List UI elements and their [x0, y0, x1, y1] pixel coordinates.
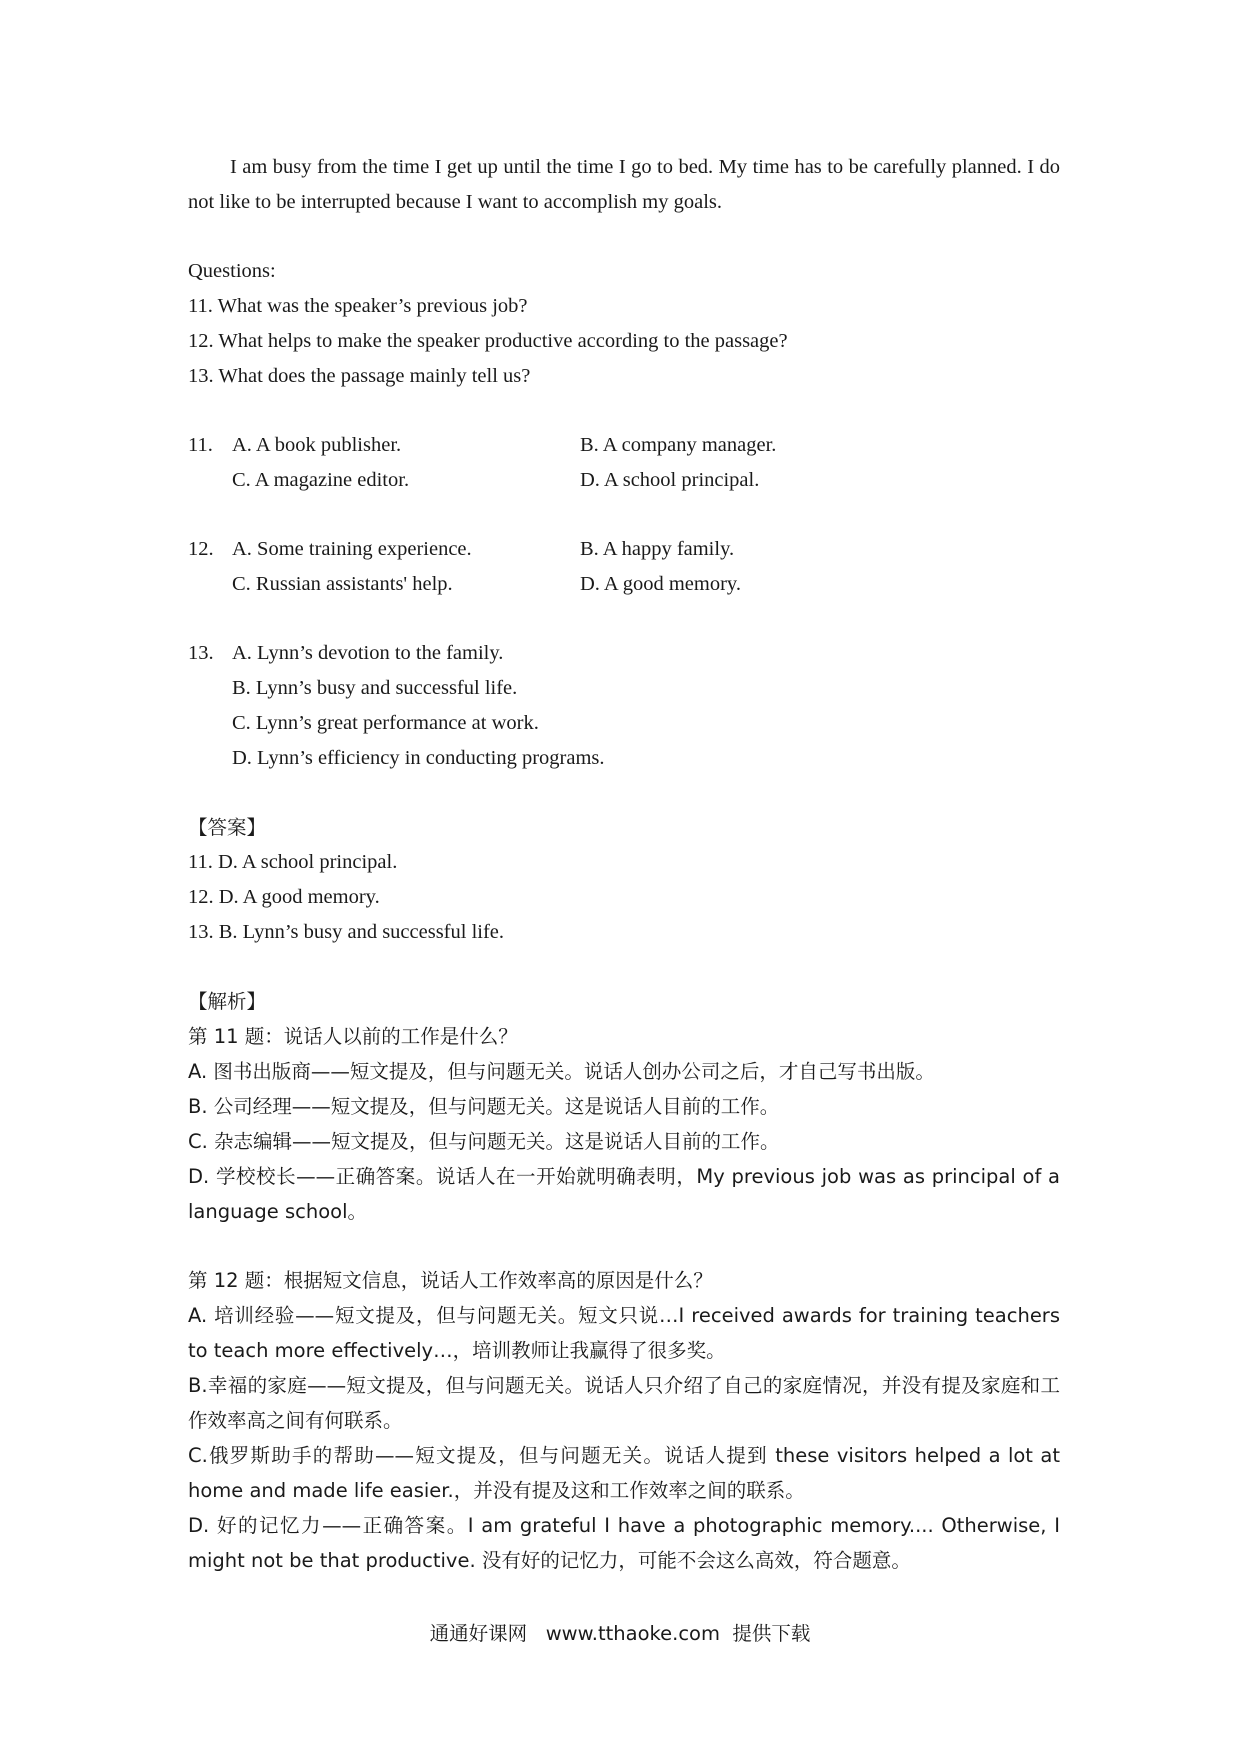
- analysis-q11-a: A. 图书出版商——短文提及，但与问题无关。说话人创办公司之后，才自己写书出版。: [188, 1060, 935, 1083]
- questions-heading: Questions:: [188, 260, 276, 282]
- analysis-q11-c: C. 杂志编辑——短文提及，但与问题无关。这是说话人目前的工作。: [188, 1130, 780, 1153]
- analysis-q11-b: B. 公司经理——短文提及，但与问题无关。这是说话人目前的工作。: [188, 1095, 780, 1118]
- option-a: A. A book publisher.: [232, 434, 402, 456]
- answer-item: 11. D. A school principal.: [188, 851, 398, 873]
- question-number: 11.: [188, 434, 213, 456]
- question-number: 12.: [188, 538, 214, 560]
- option-d: D. Lynn’s efficiency in conducting programs.: [232, 747, 605, 769]
- options-q13: [188, 636, 1060, 776]
- analysis-q12-title: 第 12 题：根据短文信息，说话人工作效率高的原因是什么？: [188, 1269, 713, 1292]
- option-d: D. A school principal.: [580, 469, 760, 491]
- option-a: A. Some training experience.: [232, 538, 472, 560]
- options-q12: [188, 532, 1060, 602]
- document-page: [188, 150, 1060, 1578]
- question-item: 11. What was the speaker’s previous job?: [188, 295, 528, 317]
- answer-item: 12. D. A good memory.: [188, 886, 380, 908]
- option-b: B. A happy family.: [580, 538, 735, 560]
- analysis-q12-b: B.幸福的家庭——短文提及，但与问题无关。说话人只介绍了自己的家庭情况，并没有提及家庭和工作效率高之间有何联系。: [188, 1374, 1060, 1432]
- analysis-q11-d: D. 学校校长——正确答案。说话人在一开始就明确表明，My previous job was as principal of a language school。: [188, 1165, 1060, 1223]
- options-q11: [188, 428, 1060, 498]
- questions-section: [188, 254, 1060, 394]
- answer-item: 13. B. Lynn’s busy and successful life.: [188, 921, 505, 943]
- analysis-q11-title: 第 11 题：说话人以前的工作是什么？: [188, 1025, 518, 1048]
- question-number: 13.: [188, 642, 214, 664]
- question-item: 12. What helps to make the speaker productive according to the passage?: [188, 330, 788, 352]
- question-item: 13. What does the passage mainly tell us?: [188, 365, 531, 387]
- page-footer: 通通好课网 www.tthaoke.com 提供下载: [429, 1622, 811, 1645]
- passage-paragraph: [188, 150, 1060, 220]
- option-c: C. A magazine editor.: [232, 469, 410, 491]
- answers-section: [188, 810, 1060, 950]
- analysis-section: [188, 984, 1060, 1229]
- analysis-q12-a: A. 培训经验——短文提及，但与问题无关。短文只说…I received awards for training teachers to teach more effectively…，培训教师让我赢得了很多奖。: [188, 1304, 1060, 1362]
- passage-text: I am busy from the time I get up until the time I go to bed. My time has to be carefully planned. I do not like to be interrupted because I want to accomplish my goals.: [188, 156, 1060, 213]
- option-c: C. Lynn’s great performance at work.: [232, 712, 539, 734]
- option-c: C. Russian assistants' help.: [232, 573, 453, 595]
- analysis-q12-c: C.俄罗斯助手的帮助——短文提及，但与问题无关。说话人提到 these visitors helped a lot at home and made life easier.，并没有提及这和工作效率之间的联系。: [188, 1444, 1060, 1502]
- analysis-q12-d: D. 好的记忆力——正确答案。I am grateful I have a photographic memory.... Otherwise, I might not be that productive. 没有好的记忆力，可能不会这么高效，符合题意。: [188, 1514, 1060, 1572]
- analysis-heading: 【解析】: [188, 990, 267, 1013]
- option-d: D. A good memory.: [580, 573, 741, 595]
- option-b: B. A company manager.: [580, 434, 777, 456]
- option-a: A. Lynn’s devotion to the family.: [232, 642, 504, 664]
- analysis-q12-section: [188, 1263, 1060, 1578]
- option-b: B. Lynn’s busy and successful life.: [232, 677, 518, 699]
- answers-heading: 【答案】: [188, 816, 267, 839]
